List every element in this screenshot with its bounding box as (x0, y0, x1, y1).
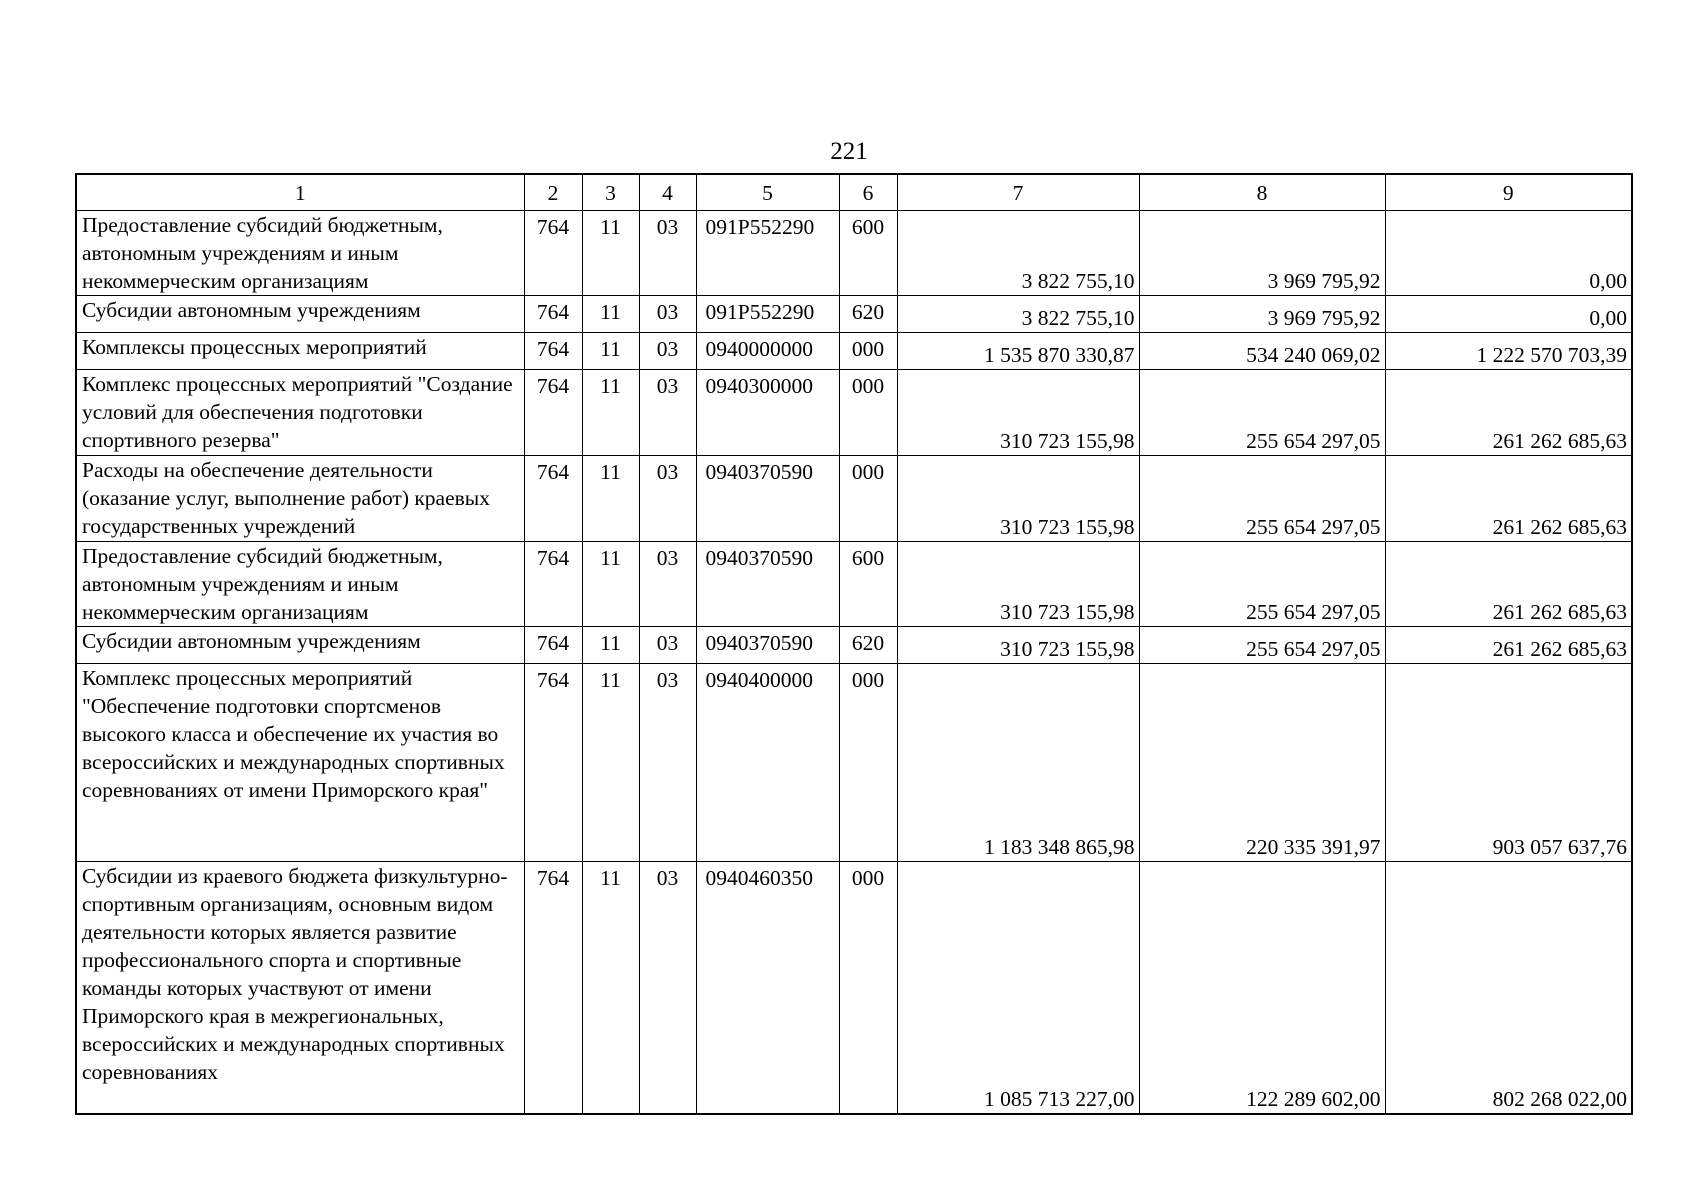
row-code-3: 11 (582, 456, 639, 542)
row-name: Комплекс процессных мероприятий "Обеспечение подготовки спортсменов высокого класса и обеспечение их участия во всероссийских и международных спортивных соревнованиях от имени Приморского края" (76, 664, 524, 862)
header-col-6: 6 (839, 174, 897, 211)
row-code-3: 11 (582, 627, 639, 664)
table-row (76, 627, 1632, 664)
header-col-2: 2 (524, 174, 582, 211)
table-row (76, 456, 1632, 542)
row-code-2: 764 (524, 370, 582, 456)
row-code-5: 091P552290 (696, 296, 839, 333)
row-name: Субсидии из краевого бюджета физкультурно-спортивным организациям, основным видом деятельности которых является развитие профессионального спорта и спортивные команды которых участвуют от имени Приморского края в межрегиональных, всероссийских и международных спортивных соревнованиях (76, 862, 524, 1114)
row-code-6: 000 (839, 456, 897, 542)
row-amount-9: 1 222 570 703,39 (1385, 333, 1632, 370)
row-code-4: 03 (639, 370, 696, 456)
row-code-3: 11 (582, 542, 639, 627)
row-amount-9: 261 262 685,63 (1385, 627, 1632, 664)
row-code-4: 03 (639, 542, 696, 627)
table-row (76, 862, 1632, 1114)
row-amount-9: 261 262 685,63 (1385, 456, 1632, 542)
row-code-2: 764 (524, 862, 582, 1114)
row-amount-7: 3 822 755,10 (897, 211, 1139, 296)
row-name: Субсидии автономным учреждениям (76, 627, 524, 664)
row-code-6: 600 (839, 542, 897, 627)
row-code-2: 764 (524, 296, 582, 333)
row-code-4: 03 (639, 862, 696, 1114)
header-col-3: 3 (582, 174, 639, 211)
row-amount-8: 255 654 297,05 (1139, 542, 1385, 627)
row-code-5: 091P552290 (696, 211, 839, 296)
header-col-7: 7 (897, 174, 1139, 211)
row-code-4: 03 (639, 333, 696, 370)
row-amount-7: 1 535 870 330,87 (897, 333, 1139, 370)
row-name: Субсидии автономным учреждениям (76, 296, 524, 333)
row-code-2: 764 (524, 664, 582, 862)
row-amount-8: 255 654 297,05 (1139, 456, 1385, 542)
table-row (76, 333, 1632, 370)
row-code-6: 000 (839, 370, 897, 456)
table-row (76, 664, 1632, 862)
row-code-2: 764 (524, 542, 582, 627)
row-amount-8: 122 289 602,00 (1139, 862, 1385, 1114)
row-code-3: 11 (582, 211, 639, 296)
row-code-5: 0940300000 (696, 370, 839, 456)
row-name: Расходы на обеспечение деятельности (оказание услуг, выполнение работ) краевых государственных учреждений (76, 456, 524, 542)
header-col-8: 8 (1139, 174, 1385, 211)
row-code-3: 11 (582, 862, 639, 1114)
row-amount-7: 310 723 155,98 (897, 627, 1139, 664)
row-amount-7: 310 723 155,98 (897, 542, 1139, 627)
row-code-3: 11 (582, 370, 639, 456)
row-amount-8: 3 969 795,92 (1139, 296, 1385, 333)
row-amount-9: 261 262 685,63 (1385, 370, 1632, 456)
row-amount-8: 255 654 297,05 (1139, 370, 1385, 456)
row-name: Предоставление субсидий бюджетным, автономным учреждениям и иным некоммерческим организациям (76, 211, 524, 296)
table-row (76, 370, 1632, 456)
row-amount-8: 255 654 297,05 (1139, 627, 1385, 664)
header-col-9: 9 (1385, 174, 1632, 211)
row-code-5: 0940400000 (696, 664, 839, 862)
row-amount-7: 1 085 713 227,00 (897, 862, 1139, 1114)
row-amount-7: 3 822 755,10 (897, 296, 1139, 333)
row-amount-9: 261 262 685,63 (1385, 542, 1632, 627)
row-amount-8: 3 969 795,92 (1139, 211, 1385, 296)
row-amount-9: 0,00 (1385, 211, 1632, 296)
header-col-1: 1 (76, 174, 524, 211)
row-code-2: 764 (524, 627, 582, 664)
row-name: Предоставление субсидий бюджетным, автономным учреждениям и иным некоммерческим организациям (76, 542, 524, 627)
row-amount-7: 310 723 155,98 (897, 370, 1139, 456)
budget-table (75, 173, 1633, 1115)
row-amount-7: 1 183 348 865,98 (897, 664, 1139, 862)
row-code-3: 11 (582, 664, 639, 862)
page-number: 221 (830, 138, 868, 165)
row-code-4: 03 (639, 627, 696, 664)
row-code-5: 0940370590 (696, 542, 839, 627)
row-code-3: 11 (582, 296, 639, 333)
row-code-5: 0940370590 (696, 456, 839, 542)
row-code-6: 600 (839, 211, 897, 296)
header-col-4: 4 (639, 174, 696, 211)
row-code-2: 764 (524, 333, 582, 370)
row-amount-9: 802 268 022,00 (1385, 862, 1632, 1114)
row-amount-8: 220 335 391,97 (1139, 664, 1385, 862)
row-code-6: 620 (839, 296, 897, 333)
row-amount-9: 0,00 (1385, 296, 1632, 333)
row-code-6: 000 (839, 862, 897, 1114)
row-amount-8: 534 240 069,02 (1139, 333, 1385, 370)
row-code-4: 03 (639, 296, 696, 333)
table-row (76, 542, 1632, 627)
row-code-6: 000 (839, 664, 897, 862)
table-header-row (76, 174, 1632, 211)
row-code-3: 11 (582, 333, 639, 370)
row-amount-7: 310 723 155,98 (897, 456, 1139, 542)
row-code-2: 764 (524, 456, 582, 542)
row-code-6: 000 (839, 333, 897, 370)
row-code-4: 03 (639, 456, 696, 542)
row-code-6: 620 (839, 627, 897, 664)
row-code-4: 03 (639, 211, 696, 296)
row-amount-9: 903 057 637,76 (1385, 664, 1632, 862)
row-code-4: 03 (639, 664, 696, 862)
row-code-5: 0940460350 (696, 862, 839, 1114)
row-code-5: 0940370590 (696, 627, 839, 664)
row-code-2: 764 (524, 211, 582, 296)
row-code-5: 0940000000 (696, 333, 839, 370)
row-name: Комплекс процессных мероприятий "Создание условий для обеспечения подготовки спортивного резерва" (76, 370, 524, 456)
row-name: Комплексы процессных мероприятий (76, 333, 524, 370)
table-row (76, 296, 1632, 333)
header-col-5: 5 (696, 174, 839, 211)
table-row (76, 211, 1632, 296)
